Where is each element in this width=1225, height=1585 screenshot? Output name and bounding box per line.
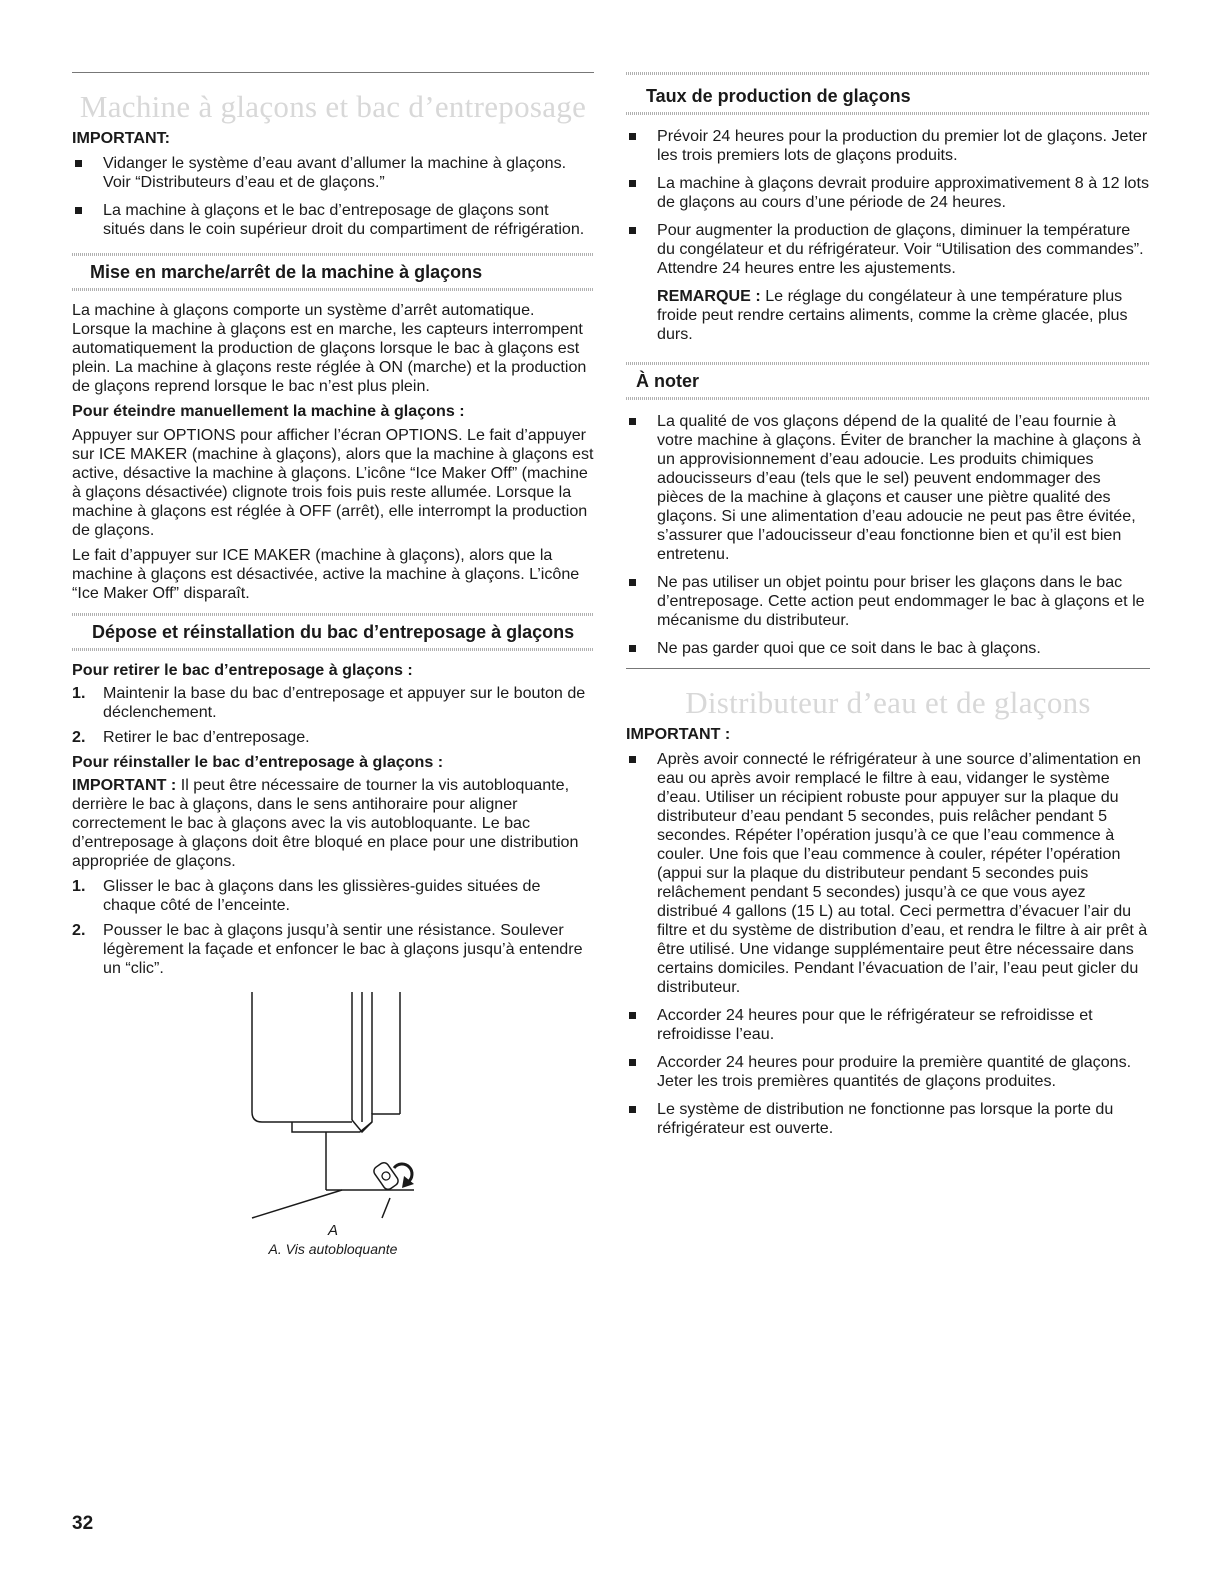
ice-maker-section-title: Machine à glaçons et bac d’entreposage [79, 89, 587, 124]
step-text: Maintenir la base du bac d’entreposage et appuyer sur le bouton de déclenchement. [103, 684, 586, 721]
left-column [72, 72, 594, 1258]
remove-steps [72, 684, 594, 747]
step-number: 1. [72, 877, 86, 895]
list-item: La qualité de vos glaçons dépend de la qualité de l’eau fournie à votre machine à glaçons. Éviter de brancher la machine à glaçons à un approvisionnement d’eau adoucie. Les produits chimiques adoucisseurs d’eau (tels que le sel) peuvent endommager des pièces de la machine à glaçons et causer une piètre qualité des glaçons. Si une alimentation d’eau adoucie ne peut pas être évitée, s’assurer que l’adoucisseur d’eau fonctionne bien et qu’il est bien entretenu. [626, 412, 1150, 564]
list-item: Accorder 24 heures pour produire la première quantité de glaçons. Jeter les trois premières quantités de glaçons produites. [626, 1053, 1150, 1091]
list-item: Accorder 24 heures pour que le réfrigérateur se refroidisse et refroidisse l’eau. [626, 1006, 1150, 1044]
figure-letter: A [327, 1222, 338, 1239]
reactivate-text: Le fait d’appuyer sur ICE MAKER (machine à glaçons), alors que la machine à glaçons est désactivée, active la machine à glaçons. L’icône “Ice Maker Off” disparaît. [72, 546, 580, 602]
list-item: Après avoir connecté le réfrigérateur à une source d’alimentation en eau ou après avoir remplacé le filtre à eau, vidanger le système d’eau. Utiliser un récipient robuste pour appuyer sur la plaque du distributeur d’eau pendant 5 secondes, puis relâcher pendant 5 secondes. Répéter l’opération jusqu’à ce que l’eau commence à couler. Une fois que l’eau commence à couler, répéter l’opération (appui sur la plaque du distributeur pendant 5 secondes puis relâchement pendant 5 secondes) jusqu’à ce que vous ayez distribué 4 gallons (15 L) au total. Ceci permettra d’évacuer l’air du filtre et du système de distribution d’eau, et rendra le filtre à air prêt à être utilisé. Une vidange supplémentaire peut être nécessaire dans certains domiciles. Pendant l’évacuation de l’air, l’eau peut gicler du distributeur. [626, 750, 1150, 997]
onoff-intro: La machine à glaçons comporte un système d’arrêt automatique. Lorsque la machine à glaçons est en marche, les capteurs interrompent automatiquement la production de glaçons lorsque le bac à glaçons est plein. La machine à glaçons reste réglée à ON (marche) et la production de glaçons reprend lorsque le bac n’est plus plein. [72, 301, 587, 395]
right-column [626, 72, 1150, 1147]
reinstall-important-text: Il peut être nécessaire de tourner la vis autobloquante, derrière le bac à glaçons, dans le sens antihoraire pour aligner correctement le bac à glaçons avec la vis autobloquante. Le bac d’entreposage à glaçons doit être bloqué en place pour une distribution appropriée de glaçons. [72, 776, 579, 870]
important-label: IMPORTANT : [626, 725, 731, 743]
reinstall-important [72, 776, 594, 871]
reinstall-steps [72, 877, 594, 978]
remove-label: Pour retirer le bac d’entreposage à glaçons : [72, 661, 413, 679]
divider [626, 72, 1150, 75]
onoff-heading: Mise en marche/arrêt de la machine à glaçons [90, 262, 483, 282]
dispenser-section-title: Distributeur d’eau et de glaçons [685, 685, 1091, 720]
important-label: IMPORTANT: [72, 129, 171, 147]
rate-list [626, 127, 1150, 278]
step-text: Retirer le bac d’entreposage. [103, 728, 310, 746]
figure-caption: A. Vis autobloquante [268, 1241, 398, 1257]
list-item [72, 921, 594, 978]
divider [626, 112, 1150, 115]
manual-off-label: Pour éteindre manuellement la machine à glaçons : [72, 402, 465, 420]
list-item [72, 684, 594, 722]
ice-bin-illustration [242, 990, 432, 1222]
divider [72, 253, 594, 256]
remember-heading: À noter [636, 371, 699, 391]
divider [72, 613, 594, 616]
manual-off-text: Appuyer sur OPTIONS pour afficher l’écran OPTIONS. Le fait d’appuyer sur ICE MAKER (machine à glaçons), alors que la machine à glaçons est active, désactive la machine à glaçons. L’icône “Ice Maker Off” (machine à glaçons désactivée) clignote trois fois puis reste allumée. Lorsque la machine à glaçons est réglée à OFF (arrêt), elle interrompt la production de glaçons. [72, 426, 594, 539]
step-text: Glisser le bac à glaçons dans les glissières-guides situées de chaque côté de l’enceinte. [103, 877, 541, 914]
divider [72, 288, 594, 291]
step-text: Pousser le bac à glaçons jusqu’à sentir une résistance. Soulever légèrement la façade et enfoncer le bac à glaçons jusqu’à entendre un “clic”. [103, 921, 583, 977]
divider [72, 648, 594, 651]
list-item: Ne pas utiliser un objet pointu pour briser les glaçons dans le bac d’entreposage. Cette action peut endommager le bac à glaçons et le mécanisme du distributeur. [626, 573, 1150, 630]
rate-heading: Taux de production de glaçons [646, 86, 911, 106]
note-text: Le réglage du congélateur à une température plus froide peut rendre certains aliments, comme la crème glacée, plus durs. [657, 287, 1128, 343]
ice-bin-figure [72, 990, 594, 1239]
list-item: Vidanger le système d’eau avant d’allumer la machine à glaçons. Voir “Distributeurs d’eau et de glaçons.” [72, 154, 594, 192]
important-label: IMPORTANT : [72, 776, 177, 794]
list-item [72, 877, 594, 915]
list-item [72, 728, 594, 747]
section-rule [626, 668, 1150, 669]
important-list [72, 154, 594, 239]
list-item: La machine à glaçons et le bac d’entreposage de glaçons sont situés dans le coin supérieur droit du compartiment de réfrigération. [72, 201, 594, 239]
step-number: 1. [72, 684, 86, 702]
step-number: 2. [72, 728, 86, 746]
dispenser-list [626, 750, 1150, 1138]
reinstall-label: Pour réinstaller le bac d’entreposage à glaçons : [72, 753, 444, 771]
removal-heading: Dépose et réinstallation du bac d’entreposage à glaçons [92, 622, 575, 642]
note-label: REMARQUE : [657, 287, 761, 305]
list-item: Ne pas garder quoi que ce soit dans le bac à glaçons. [626, 639, 1150, 658]
list-item: Le système de distribution ne fonctionne pas lorsque la porte du réfrigérateur est ouverte. [626, 1100, 1150, 1138]
page-number: 32 [72, 1513, 94, 1534]
divider [626, 362, 1150, 365]
top-rule [72, 72, 594, 73]
list-item: Pour augmenter la production de glaçons, diminuer la température du congélateur et du réfrigérateur. Voir “Utilisation des commandes”. Attendre 24 heures entre les ajustements. [626, 221, 1150, 278]
remember-list [626, 412, 1150, 658]
rate-note [657, 287, 1150, 344]
list-item: La machine à glaçons devrait produire approximativement 8 à 12 lots de glaçons au cours d’une période de 24 heures. [626, 174, 1150, 212]
list-item: Prévoir 24 heures pour la production du premier lot de glaçons. Jeter les trois premiers lots de glaçons produits. [626, 127, 1150, 165]
step-number: 2. [72, 921, 86, 939]
divider [626, 397, 1150, 400]
